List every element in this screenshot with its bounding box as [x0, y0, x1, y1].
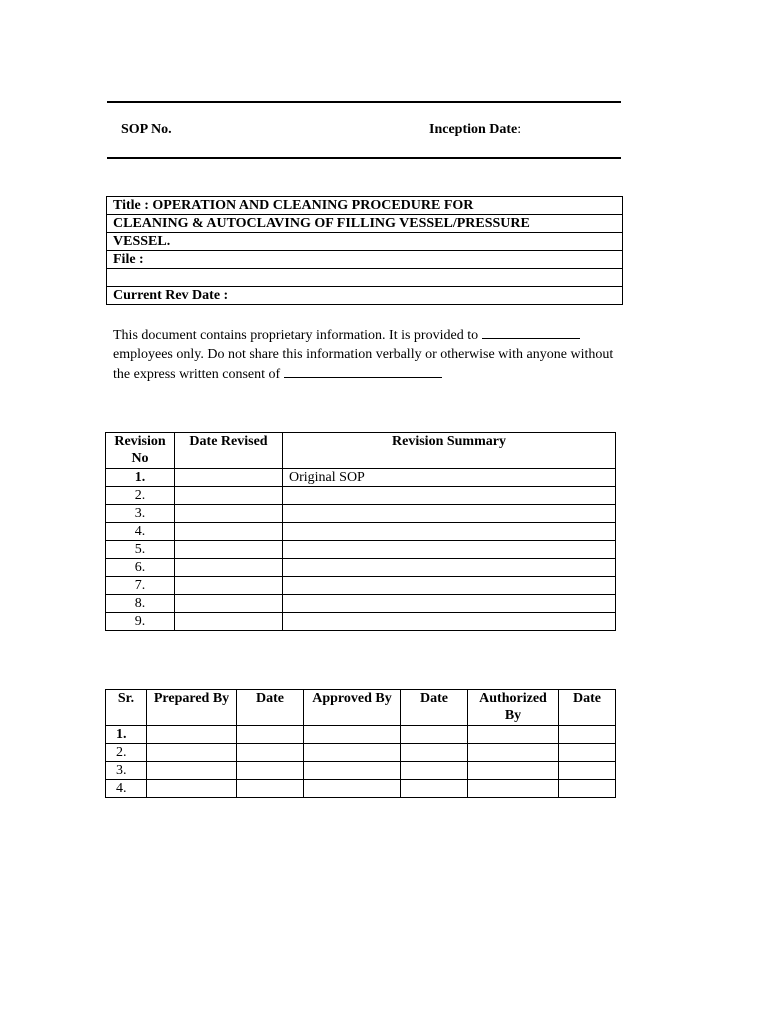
date-cell [559, 744, 616, 762]
date-revised [175, 613, 283, 631]
prepared-by-cell [147, 780, 237, 798]
header-top-rule [107, 101, 621, 103]
sr-cell: 3. [106, 762, 147, 780]
date-revised [175, 541, 283, 559]
table-row [106, 505, 616, 523]
revision-no: 7. [106, 577, 175, 595]
authorized-by-cell [468, 744, 559, 762]
prepared-date-header: Date [237, 690, 304, 726]
sr-cell: 4. [106, 780, 147, 798]
title-line-3: VESSEL. [107, 233, 623, 251]
table-row [106, 541, 616, 559]
sr-cell: 1. [106, 726, 147, 744]
date-cell [237, 726, 304, 744]
revision-summary [283, 487, 616, 505]
revision-summary [283, 505, 616, 523]
current-rev-label: Current Rev Date : [107, 287, 623, 305]
table-row [106, 762, 616, 780]
table-row [106, 744, 616, 762]
title-row-1 [107, 197, 623, 215]
revision-summary [283, 613, 616, 631]
authorized-date-header: Date [559, 690, 616, 726]
revision-summary [283, 577, 616, 595]
table-row [106, 595, 616, 613]
revision-no: 6. [106, 559, 175, 577]
revision-no: 4. [106, 523, 175, 541]
company-blank [482, 325, 580, 339]
empty-cell [107, 269, 623, 287]
title-line-2: CLEANING & AUTOCLAVING OF FILLING VESSEL/PRESSURE [107, 215, 623, 233]
date-revised [175, 523, 283, 541]
revision-summary [283, 541, 616, 559]
date-cell [401, 762, 468, 780]
date-revised [175, 595, 283, 613]
date-cell [237, 744, 304, 762]
date-revised [175, 559, 283, 577]
date-cell [401, 726, 468, 744]
inception-date-label: Inception Date [429, 122, 518, 137]
revision-summary [283, 595, 616, 613]
date-revised [175, 577, 283, 595]
consent-blank [284, 364, 442, 378]
revision-no-header: Revision No [106, 433, 175, 469]
title-line-1: Title : OPERATION AND CLEANING PROCEDURE FOR [107, 197, 623, 215]
date-cell [559, 762, 616, 780]
revision-summary [283, 523, 616, 541]
signature-header-row [106, 690, 616, 726]
table-row [106, 726, 616, 744]
sr-cell: 2. [106, 744, 147, 762]
title-row-2 [107, 215, 623, 233]
current-rev-row [107, 287, 623, 305]
approved-by-cell [304, 762, 401, 780]
inception-date-colon: : [517, 122, 522, 137]
authorized-by-cell [468, 780, 559, 798]
title-row-3 [107, 233, 623, 251]
approved-by-cell [304, 744, 401, 762]
date-cell [401, 744, 468, 762]
inception-date [429, 122, 521, 138]
date-revised-header: Date Revised [175, 433, 283, 469]
date-cell [401, 780, 468, 798]
file-label: File : [107, 251, 623, 269]
table-row [106, 487, 616, 505]
date-revised [175, 505, 283, 523]
authorized-by-cell [468, 762, 559, 780]
notice-part-3: the express written consent of [113, 367, 281, 382]
proprietary-notice [113, 325, 673, 385]
date-cell [237, 780, 304, 798]
table-row [106, 577, 616, 595]
revision-summary-header: Revision Summary [283, 433, 616, 469]
empty-row [107, 269, 623, 287]
file-row [107, 251, 623, 269]
table-row [106, 613, 616, 631]
revision-no: 8. [106, 595, 175, 613]
authorized-by-cell [468, 726, 559, 744]
date-cell [559, 726, 616, 744]
revision-no: 9. [106, 613, 175, 631]
sop-no-label: SOP No. [121, 122, 172, 137]
approved-by-cell [304, 726, 401, 744]
date-cell [237, 762, 304, 780]
revision-no: 5. [106, 541, 175, 559]
revision-header-row [106, 433, 616, 469]
table-row [106, 780, 616, 798]
revision-no: 1. [106, 469, 175, 487]
approved-by-header: Approved By [304, 690, 401, 726]
date-revised [175, 487, 283, 505]
signature-table [105, 689, 616, 798]
revision-table [105, 432, 616, 631]
prepared-by-header: Prepared By [147, 690, 237, 726]
authorized-by-header: Authorized By [468, 690, 559, 726]
approved-date-header: Date [401, 690, 468, 726]
notice-part-1: This document contains proprietary information. It is provided to [113, 328, 479, 343]
prepared-by-cell [147, 726, 237, 744]
prepared-by-cell [147, 744, 237, 762]
prepared-by-cell [147, 762, 237, 780]
revision-summary [283, 559, 616, 577]
table-row [106, 469, 616, 487]
table-row [106, 559, 616, 577]
revision-no: 3. [106, 505, 175, 523]
approved-by-cell [304, 780, 401, 798]
revision-no: 2. [106, 487, 175, 505]
title-block-table [106, 196, 623, 305]
revision-summary: Original SOP [283, 469, 616, 487]
date-revised [175, 469, 283, 487]
sr-header: Sr. [106, 690, 147, 726]
notice-part-2: employees only. Do not share this information verbally or otherwise with anyone without [113, 346, 614, 362]
header-bottom-rule [107, 157, 621, 159]
date-cell [559, 780, 616, 798]
table-row [106, 523, 616, 541]
